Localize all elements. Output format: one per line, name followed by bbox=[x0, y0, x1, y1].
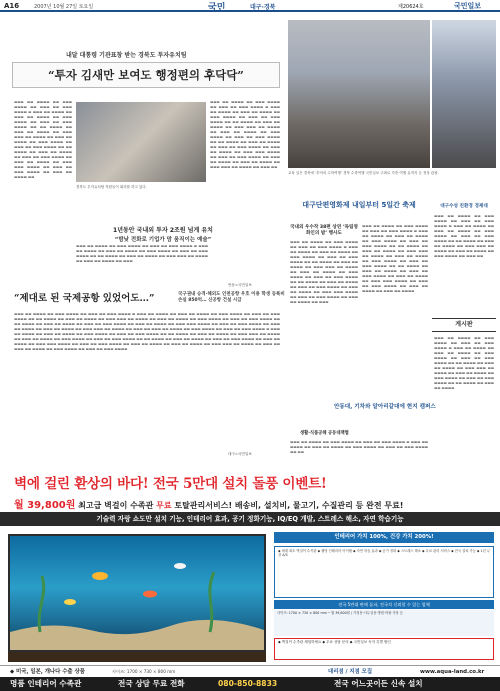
issue-date: 2007년 10월 27일 토요일 bbox=[34, 4, 94, 10]
ad-footer-bar bbox=[0, 677, 500, 691]
ad-phone-number: 080-850-8833 bbox=[218, 679, 278, 688]
fish-shape bbox=[143, 591, 157, 598]
right-photo-caption: 교육 입은 경북에 ‘추억의 수학여행’ 경북 수학여행 국민일보 주최로 각종 여행 유적지 등 정상 관광. bbox=[288, 171, 439, 175]
sand-shape bbox=[10, 620, 264, 650]
aquarium-image bbox=[8, 534, 266, 652]
ad-dealer-note: 대리점 / 지점 모집 bbox=[328, 669, 373, 675]
ad-offer-mid: 최고급 벽걸이 수족관 bbox=[75, 501, 157, 510]
lead-headline: “투자 김새만 보여도 행정편의 후닥닥” bbox=[12, 62, 280, 88]
ad-info-area bbox=[274, 528, 500, 665]
ad-header bbox=[0, 466, 500, 528]
ad-features-text: 기술력 자랑 쇼도만 설치 기능, 인테리어 효과, 공기 정화기능, IQ/EQ 개발, 스트레스 해소, 자연 학습기능 bbox=[96, 515, 404, 523]
fish-shape bbox=[92, 572, 108, 580]
ad-footer-call-label: 전국 상담 무료 전화 bbox=[118, 679, 185, 688]
right-side-text: ▬▬▬ ▬▬ ▬▬▬▬ ▬▬ ▬▬▬ ▬▬▬▬ ▬▬ ▬▬▬ ▬▬ ▬▬▬ ▬▬▬▬ ▬ ▬▬▬ ▬▬ ▬▬▬▬ ▬▬ ▬▬▬ ▬▬ ▬▬▬▬ ▬▬ ▬▬▬ ▬▬▬▬ ▬▬ ▬▬▬ ▬▬ ▬▬▬ ▬▬▬▬ ▬▬ ▬▬ ▬▬▬▬ ▬▬ ▬▬▬ ▬▬ ▬▬▬▬ ▬▬ ▬▬▬ ▬▬▬ ▬▬ ▬▬▬▬ ▬▬ ▬▬▬ ▬▬ ▬▬▬▬ ▬▬ ▬▬▬ ▬▬▬▬ ▬▬ ▬▬▬ ▬▬ bbox=[434, 214, 494, 258]
aquarium-cabinet bbox=[8, 652, 266, 662]
lead-pull-quote bbox=[98, 225, 228, 243]
right-subhead-mid: 안동대, 기차와 알아리같대에 현지 캠퍼스 bbox=[334, 404, 436, 410]
right-headline: 대구단편영화제 내일부터 5일간 축제 bbox=[302, 201, 416, 209]
paper-name: 국민일보 bbox=[454, 2, 482, 10]
fish-shape bbox=[174, 563, 186, 569]
story2-subhead: 국구권내 승격·해외도 인천공항 우호 이용 학생 등록비 손실 850억… 신공항 건설 시급 bbox=[178, 292, 285, 303]
plant-shape bbox=[39, 576, 44, 632]
lead-text-col-3: ▬▬▬ ▬▬ ▬▬▬▬ ▬▬ ▬▬▬ ▬▬▬▬ ▬▬ ▬▬▬ ▬▬ ▬▬▬ ▬▬▬▬ ▬ ▬▬▬ ▬▬ ▬▬▬▬ ▬▬ ▬▬▬ ▬▬ ▬▬▬▬ ▬▬ ▬▬▬ ▬▬▬▬ ▬▬ ▬▬▬ ▬▬ ▬▬▬ ▬▬▬▬ ▬▬ ▬▬ ▬▬▬▬ ▬▬ ▬▬▬ ▬▬ ▬▬▬▬ ▬▬ ▬▬▬ ▬▬▬ ▬▬ ▬▬▬▬ ▬▬ ▬▬▬ ▬▬ ▬▬▬▬ ▬▬ ▬▬▬ bbox=[76, 244, 208, 263]
lead-photo-caption: 경북도 투자유치팀 직원들이 회의를 하고 있다. bbox=[76, 185, 147, 189]
ad-website: www.aqua-land.co.kr bbox=[420, 669, 485, 675]
story2-headline: “제대로 된 국제공항 있었어도…” bbox=[14, 293, 155, 304]
page-number: A16 bbox=[4, 2, 20, 10]
ad-bullet-box: ◆ 세계 최초 벽걸이 수족관 ◆ 웰빙 인테리어 아이템 ◆ 자연 학습 효과 ◆ 공기 정화 ◆ 스트레스 해소 ◆ 무료 관리 서비스 ◆ 전국 설치 가능 ◆ 1년 무상 A/S bbox=[274, 546, 494, 598]
story2-byline: 대구=국민일보 bbox=[228, 452, 252, 456]
ad-interior-bar: 인테리어 가치 100%, 건강 가치 200%! bbox=[274, 532, 494, 543]
lead-text-col-2: ▬▬▬ ▬▬ ▬▬▬▬ ▬▬ ▬▬▬ ▬▬▬▬ ▬▬ ▬▬▬ ▬▬ ▬▬▬ ▬▬▬▬ ▬ ▬▬▬ ▬▬ ▬▬▬▬ ▬▬ ▬▬▬ ▬▬ ▬▬▬▬ ▬▬ ▬▬▬ ▬▬▬▬ ▬▬ ▬▬▬ ▬▬ ▬▬▬ ▬▬▬▬ ▬▬ ▬▬ ▬▬▬▬ ▬▬ ▬▬▬ ▬▬ ▬▬▬▬ ▬▬ ▬▬▬ ▬▬▬ ▬▬ ▬▬▬▬ ▬▬ ▬▬▬ ▬▬ ▬▬▬▬ ▬▬ ▬▬▬ ▬▬▬▬ ▬▬ ▬▬▬ ▬▬ ▬▬▬ ▬▬▬▬ ▬▬ ▬▬ ▬▬▬▬ ▬▬ ▬▬▬ ▬▬ ▬▬▬▬ ▬▬ ▬▬▬ ▬▬ ▬▬▬ ▬▬▬▬ ▬▬ ▬▬▬ ▬▬ ▬▬▬▬ ▬▬ ▬▬▬ ▬▬▬ ▬▬▬▬ ▬▬ ▬▬▬ ▬▬ ▬▬▬ ▬▬▬▬ ▬▬ ▬▬▬ ▬▬ ▬▬▬▬ ▬▬ ▬▬▬ ▬▬ ▬▬▬▬ ▬▬ ▬▬▬ ▬▬▬ ▬▬ ▬▬▬▬ ▬▬ ▬▬▬ ▬▬ bbox=[210, 100, 280, 169]
right-side-photo bbox=[432, 20, 496, 168]
pull-line-1: 1년동안 국내외 투자 2조원 넘게 유치 bbox=[113, 227, 213, 234]
lead-text-col-1: ▬▬▬ ▬▬ ▬▬▬▬ ▬▬ ▬▬▬ ▬▬▬▬ ▬▬ ▬▬▬ ▬▬ ▬▬▬ ▬▬▬▬ ▬ ▬▬▬ ▬▬ ▬▬▬▬ ▬▬ ▬▬▬ ▬▬ ▬▬▬▬ ▬▬ ▬▬▬ ▬▬▬▬ ▬▬ ▬▬▬ ▬▬ ▬▬▬ ▬▬▬▬ ▬▬ ▬▬ ▬▬▬▬ ▬▬ ▬▬▬ ▬▬ ▬▬▬▬ ▬▬ ▬▬▬ ▬▬▬ ▬▬ ▬▬▬▬ ▬▬ ▬▬▬ ▬▬ ▬▬▬▬ ▬▬ ▬▬▬ ▬▬▬▬ ▬▬ ▬▬▬ ▬▬ ▬▬▬ ▬▬▬▬ ▬▬ ▬▬ ▬▬▬▬ ▬▬ ▬▬▬ ▬▬ ▬▬▬▬ ▬▬ ▬▬▬ ▬▬ ▬▬▬ ▬▬▬▬ ▬▬ ▬▬▬ ▬▬ ▬▬▬▬ ▬▬ ▬▬▬ ▬▬▬ ▬▬▬▬ ▬▬ ▬▬▬ ▬▬ ▬▬▬ ▬▬▬▬ ▬▬ ▬▬▬ ▬▬ ▬▬▬▬ ▬▬ bbox=[14, 100, 72, 179]
right-text-bottom: ▬▬▬ ▬▬ ▬▬▬▬ ▬▬ ▬▬▬ ▬▬▬▬ ▬▬ ▬▬▬ ▬▬ ▬▬▬ ▬▬▬▬ ▬ ▬▬▬ ▬▬ ▬▬▬▬ ▬▬ ▬▬▬ ▬▬ ▬▬▬▬ ▬▬ ▬▬▬ ▬▬▬▬ ▬▬ ▬▬▬ ▬▬ ▬▬▬ ▬▬▬▬ ▬▬ ▬▬ bbox=[290, 440, 428, 454]
ad-size-bar: 전국 5만대 판매 돌파, 전국적 신뢰할 수 있는 업체 bbox=[274, 600, 494, 609]
ad-title: 벽에 걸린 환상의 바다! 전국 5만대 설치 돌풍 이벤트! bbox=[14, 476, 327, 492]
ad-size-note: 사이즈: 1700 × 730 × 800 mm bbox=[112, 669, 176, 674]
right-text-col-1: ▬▬▬ ▬▬ ▬▬▬▬ ▬▬ ▬▬▬ ▬▬▬▬ ▬▬ ▬▬▬ ▬▬ ▬▬▬ ▬▬▬▬ ▬ ▬▬▬ ▬▬ ▬▬▬▬ ▬▬ ▬▬▬ ▬▬ ▬▬▬▬ ▬▬ ▬▬▬ ▬▬▬▬ ▬▬ ▬▬▬ ▬▬ ▬▬▬ ▬▬▬▬ ▬▬ ▬▬ ▬▬▬▬ ▬▬ ▬▬▬ ▬▬ ▬▬▬▬ ▬▬ ▬▬▬ ▬▬▬ ▬▬ ▬▬▬▬ ▬▬ ▬▬▬ ▬▬ ▬▬▬▬ ▬▬ ▬▬▬ ▬▬▬▬ ▬▬ ▬▬▬ ▬▬ ▬▬▬ ▬▬▬▬ ▬▬ ▬▬ ▬▬▬▬ ▬▬ ▬▬▬ ▬▬ ▬▬▬▬ ▬▬ ▬▬▬ ▬▬ ▬▬▬ ▬▬▬▬ ▬▬ ▬▬▬ ▬▬ ▬▬▬▬ ▬▬ ▬▬▬ ▬▬▬ ▬▬▬▬ ▬▬ ▬▬▬ ▬▬ ▬▬▬ ▬▬▬▬ ▬▬ ▬▬▬ ▬▬ ▬▬▬▬ ▬▬ ▬▬▬ bbox=[290, 240, 358, 304]
pull-line-2: “밤낮 전화로 기업가 맘 움직이는 예술” bbox=[114, 237, 212, 243]
ad-footer-info bbox=[0, 665, 500, 677]
section-name: 대구·경북 bbox=[250, 4, 276, 11]
ad-offer-suffix: 토탈관리서비스! 배송비, 설치비, 물고기, 수질관리 등 완전 무료! bbox=[171, 501, 404, 510]
right-subhead-left: 국내외 우수작 38편 상연 ‘독립영화인의 밤’ 행사도 bbox=[290, 225, 358, 236]
issue-number: 제20624호 bbox=[398, 4, 424, 10]
lead-photo bbox=[76, 102, 206, 182]
masthead bbox=[0, 0, 500, 12]
aquarium-scene bbox=[10, 536, 264, 650]
ad-footer-install: 전국 어느곳이든 신속 설치 bbox=[334, 679, 423, 688]
right-side-title: 대구수성 친환경 경제대 bbox=[440, 204, 488, 209]
lead-byline: 안동=국민일보 bbox=[228, 283, 252, 287]
board-heading: 게시판 bbox=[432, 318, 496, 332]
ad-offer-line bbox=[14, 496, 403, 511]
story2-text: ▬▬▬ ▬▬ ▬▬▬▬ ▬▬ ▬▬▬ ▬▬▬▬ ▬▬ ▬▬▬ ▬▬ ▬▬▬ ▬▬▬▬ ▬ ▬▬▬ ▬▬ ▬▬▬▬ ▬▬ ▬▬▬ ▬▬ ▬▬▬▬ ▬▬ ▬▬▬ ▬▬▬▬ ▬▬ ▬▬▬ ▬▬ ▬▬▬ ▬▬▬▬ ▬▬ ▬▬ ▬▬▬▬ ▬▬ ▬▬▬ ▬▬ ▬▬▬▬ ▬▬ ▬▬▬ ▬▬▬ ▬▬ ▬▬▬▬ ▬▬ ▬▬▬ ▬▬ ▬▬▬▬ ▬▬ ▬▬▬ ▬▬▬▬ ▬▬ ▬▬▬ ▬▬ ▬▬▬ ▬▬▬▬ ▬▬ ▬▬ ▬▬▬▬ ▬▬ ▬▬▬ ▬▬ ▬▬▬▬ ▬▬ ▬▬▬ ▬▬ ▬▬▬ ▬▬▬▬ ▬▬ ▬▬▬ ▬▬ ▬▬▬▬ ▬▬ ▬▬▬ ▬▬▬ ▬▬▬▬ ▬▬ ▬▬▬ ▬▬ ▬▬▬ ▬▬▬▬ ▬▬ ▬▬▬ ▬▬ ▬▬▬▬ ▬▬ ▬▬▬ ▬▬ ▬▬▬▬ ▬▬ ▬▬▬ ▬▬▬ ▬▬ ▬▬▬▬ ▬▬ ▬▬▬ ▬▬ ▬▬▬ ▬▬ ▬▬▬▬ ▬▬ ▬▬▬ ▬▬▬▬ ▬▬ ▬▬▬ ▬▬ ▬▬▬ ▬▬▬▬ ▬ ▬▬▬ ▬▬ ▬▬▬▬ ▬▬ ▬▬▬ ▬▬ ▬▬▬▬ ▬▬ ▬▬▬ ▬▬▬▬ ▬▬ ▬▬▬ ▬▬ ▬▬▬ ▬▬▬▬ ▬▬ ▬▬ ▬▬▬▬ ▬▬ ▬▬▬ ▬▬ ▬▬▬▬ ▬▬ ▬▬▬ ▬▬▬ ▬▬ ▬▬▬▬ ▬▬ ▬▬▬ ▬▬ ▬▬▬▬ ▬▬ ▬▬▬ ▬▬▬▬ ▬▬ ▬▬▬ ▬▬ ▬▬▬ ▬▬▬▬ ▬▬ ▬▬ ▬▬▬▬ ▬▬ ▬▬▬ ▬▬ ▬▬▬▬ ▬▬ ▬▬▬ ▬▬ ▬▬▬ ▬▬▬▬ ▬▬ ▬▬▬ ▬▬ ▬▬▬▬ ▬▬ ▬▬▬ ▬▬▬ ▬▬▬▬ ▬▬ ▬▬▬ ▬▬ ▬▬▬ ▬▬▬▬ ▬▬ ▬▬▬ ▬▬ ▬▬▬▬ ▬▬ ▬▬▬ ▬▬ ▬▬▬▬ ▬▬ ▬▬▬ ▬▬▬ ▬▬ ▬▬▬▬ ▬▬ ▬▬▬ ▬▬ ▬▬▬ ▬▬ ▬▬▬▬ ▬▬ ▬▬▬ ▬▬▬▬ ▬▬ ▬▬▬ ▬▬ ▬▬▬ ▬▬▬▬ bbox=[14, 312, 280, 351]
ad-features-bar bbox=[0, 512, 500, 526]
lead-kicker: 내달 대통령 기관표창 받는 경북도 투자유치팀 bbox=[66, 52, 187, 59]
ad-price: 월 39,800원 bbox=[14, 500, 76, 511]
right-main-photo bbox=[288, 20, 430, 168]
right-subhead-bottom: 생활·식품공해 공동대책협 bbox=[300, 431, 349, 436]
ad-footer-brand: 명품 인테리어 수족관 bbox=[10, 679, 82, 688]
ad-free: 무료 bbox=[156, 501, 172, 510]
aquarium-advertisement bbox=[0, 466, 500, 691]
board-text: ▬▬▬ ▬▬ ▬▬▬▬ ▬▬ ▬▬▬ ▬▬▬▬ ▬▬ ▬▬▬ ▬▬ ▬▬▬ ▬▬▬▬ ▬ ▬▬▬ ▬▬ ▬▬▬▬ ▬▬ ▬▬▬ ▬▬ ▬▬▬▬ ▬▬ ▬▬▬ ▬▬▬▬ ▬▬ ▬▬▬ ▬▬ ▬▬▬ ▬▬▬▬ ▬▬ ▬▬ ▬▬▬▬ ▬▬ ▬▬▬ ▬▬ ▬▬▬▬ ▬▬ ▬▬▬ ▬▬▬ ▬▬ ▬▬▬▬ ▬▬ ▬▬▬ ▬▬ ▬▬▬▬ ▬▬ ▬▬▬ ▬▬▬▬ ▬▬ ▬▬▬ ▬▬ ▬▬▬ ▬▬▬▬ ▬▬ ▬▬ ▬▬▬▬ ▬▬ ▬▬▬ ▬▬ ▬▬▬▬ bbox=[434, 336, 494, 390]
right-text-col-2: ▬▬▬ ▬▬ ▬▬▬▬ ▬▬ ▬▬▬ ▬▬▬▬ ▬▬ ▬▬▬ ▬▬ ▬▬▬ ▬▬▬▬ ▬ ▬▬▬ ▬▬ ▬▬▬▬ ▬▬ ▬▬▬ ▬▬ ▬▬▬▬ ▬▬ ▬▬▬ ▬▬▬▬ ▬▬ ▬▬▬ ▬▬ ▬▬▬ ▬▬▬▬ ▬▬ ▬▬ ▬▬▬▬ ▬▬ ▬▬▬ ▬▬ ▬▬▬▬ ▬▬ ▬▬▬ ▬▬▬ ▬▬ ▬▬▬▬ ▬▬ ▬▬▬ ▬▬ ▬▬▬▬ ▬▬ ▬▬▬ ▬▬▬▬ ▬▬ ▬▬▬ ▬▬ ▬▬▬ ▬▬▬▬ ▬▬ ▬▬ ▬▬▬▬ ▬▬ ▬▬▬ ▬▬ ▬▬▬▬ ▬▬ ▬▬▬ ▬▬ ▬▬▬ ▬▬▬▬ ▬▬ ▬▬▬ ▬▬ ▬▬▬▬ ▬▬ ▬▬▬ ▬▬▬ ▬▬▬▬ ▬▬ ▬▬▬ ▬▬ ▬▬▬ ▬▬▬▬ ▬▬ ▬▬▬ ▬▬ ▬▬▬▬ ▬▬ ▬▬▬ ▬▬ ▬▬▬▬ bbox=[362, 224, 428, 293]
brand-logo: 국민 bbox=[208, 3, 226, 13]
ad-promo-box: ◆ 벽걸이 수족관 체험하세요 ◆ 무료 상담 문의 ◆ 국민일보 독자 특별 할인 bbox=[274, 638, 494, 660]
fish-shape bbox=[64, 599, 76, 605]
ad-size-list: 사이즈: 1700 × 730 × 800 mm ─ 월 39,800원 / 가정용·사무실용·병원·학원·식당 등 bbox=[274, 610, 494, 636]
ad-export-note: ◆ 미국, 일본, 개나다 수출 상품 bbox=[10, 669, 85, 675]
ad-image-area bbox=[0, 528, 270, 665]
